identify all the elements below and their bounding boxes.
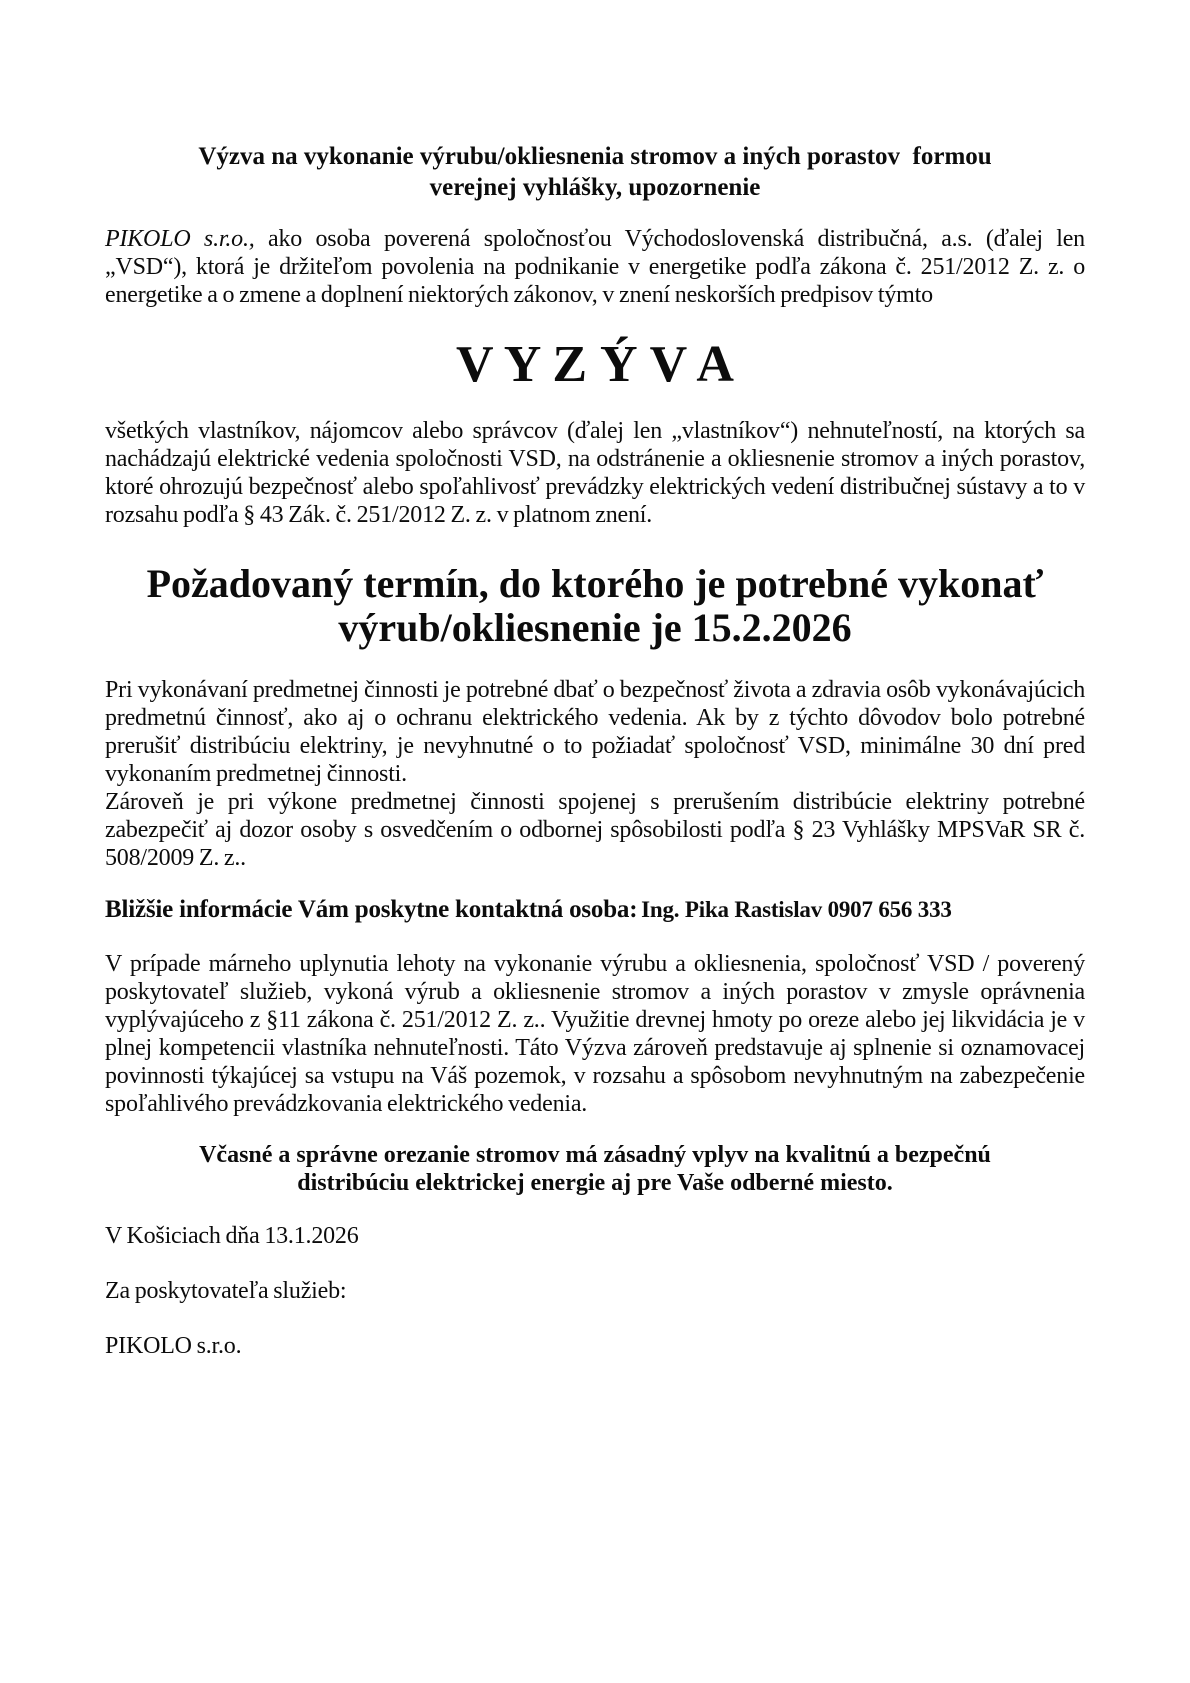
- place-date: V Košiciach dňa 13.1.2026: [105, 1223, 359, 1249]
- proclamation-heading: V Y Z Ý V A: [456, 336, 734, 393]
- intro-paragraph-text: ako osoba poverená spoločnosťou Východoslovenská distribučná, a.s. (ďalej len „VSD“), ktorá je držiteľom povolenia na podnikanie v energetike podľa zákona č. 251/2012 Z. z. o energetike a o zmene a doplnení niektorých zákonov, v znení neskorších predpisov týmto: [105, 226, 1085, 308]
- closing-statement: [105, 1141, 1085, 1197]
- contact-person-phone: Ing. Pika Rastislav 0907 656 333: [641, 897, 952, 922]
- deadline-heading: [105, 562, 1085, 650]
- consequences-paragraph: V prípade márneho uplynutia lehoty na vykonanie výrubu a okliesnenia, spoločnosť VSD / poverený poskytovateľ služieb, vykoná výrub a okliesnenie stromov a iných porastov v zmysle oprávnenia vyplývajúceho z §11 zákona č. 251/2012 Z. z.. Využitie drevnej hmoty po oreze alebo jej likvidácia je v plnej kompetencii vlastníka nehnuteľnosti. Táto Výzva zároveň predstavuje aj splnenie si oznamovacej povinnosti týkajúcej sa vstupu na Váš pozemok, v rozsahu a spôsobom nevyhnutným na zabezpečenie spoľahlivého prevádzkovania elektrického vedenia.: [105, 951, 1085, 1117]
- addressees-paragraph: všetkých vlastníkov, nájomcov alebo správcov (ďalej len „vlastníkov“) nehnuteľností, na ktorých sa nachádzajú elektrické vedenia spoločnosti VSD, na odstránenie a okliesnenie stromov a iných porastov, ktoré ohrozujú bezpečnosť alebo spoľahlivosť prevádzky elektrických vedení distribučnej sústavy a to v rozsahu podľa § 43 Zák. č. 251/2012 Z. z. v platnom znení.: [105, 418, 1085, 528]
- safety-paragraph-1: Pri vykonávaní predmetnej činnosti je potrebné dbať o bezpečnosť života a zdravia osôb vykonávajúcich predmetnú činnosť, ako aj o ochranu elektrického vedenia. Ak by z týchto dôvodov bolo potrebné prerušiť distribúciu elektriny, je nevyhnutné o to požiadať spoločnosť VSD, minimálne 30 dní pred vykonaním predmetnej činnosti.: [105, 677, 1085, 787]
- signature-company: PIKOLO s.r.o.: [105, 1333, 242, 1359]
- contact-line: [105, 895, 1085, 928]
- document-title: [105, 141, 1085, 203]
- deadline-heading-line-1: Požadovaný termín, do ktorého je potrebné vykonať: [146, 561, 1044, 606]
- signature-label: Za poskytovateľa služieb:: [105, 1278, 347, 1304]
- company-name-italic: PIKOLO s.r.o.,: [105, 226, 255, 252]
- intro-paragraph: [105, 225, 1085, 309]
- document-title-line-1: Výzva na vykonanie výrubu/okliesnenia stromov a iných porastov formou: [198, 143, 992, 170]
- deadline-heading-line-2: výrub/okliesnenie je 15.2.2026: [338, 605, 852, 650]
- safety-paragraph-2: Zároveň je pri výkone predmetnej činnosti spojenej s prerušením distribúcie elektriny potrebné zabezpečiť aj dozor osoby s osvedčením o odbornej spôsobilosti podľa § 23 Vyhlášky MPSVaR SR č. 508/2009 Z. z..: [105, 789, 1085, 871]
- contact-label: Bližšie informácie Vám poskytne kontaktná osoba:: [105, 896, 638, 923]
- document-title-line-2: verejnej vyhlášky, upozornenie: [429, 174, 761, 201]
- closing-statement-line-2: distribúciu elektrickej energie aj pre Vaše odberné miesto.: [297, 1170, 893, 1196]
- closing-statement-line-1: Včasné a správne orezanie stromov má zásadný vplyv na kvalitnú a bezpečnú: [199, 1142, 991, 1168]
